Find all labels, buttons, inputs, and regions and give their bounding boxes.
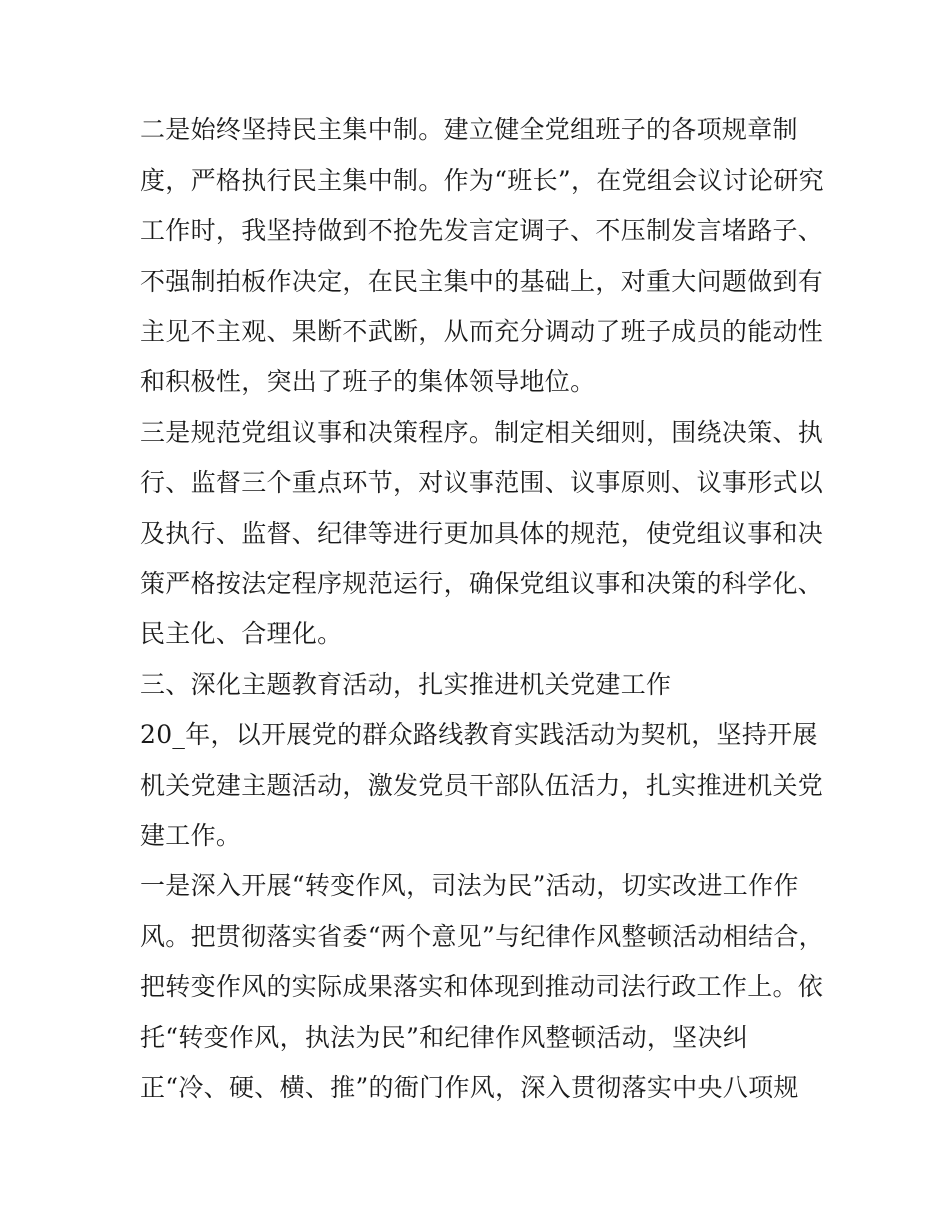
text-line: 托“转变作风，执法为民”和纪律作风整顿活动，坚决纠 <box>140 1023 749 1052</box>
text-line: 建工作。 <box>140 821 242 850</box>
text-line: 民主化、合理化。 <box>140 619 343 648</box>
text-line: 三是规范党组议事和决策程序。制定相关细则，围绕决策、执 <box>140 418 824 447</box>
text-line: 把转变作风的实际成果落实和体现到推动司法行政工作上。依 <box>140 972 824 1001</box>
text-line: 风。把贯彻落实省委“两个意见”与纪律作风整顿活动相结合， <box>140 922 824 951</box>
text-line: 正“冷、硬、横、推”的衙门作风，深入贯彻落实中央八项规 <box>140 1073 799 1102</box>
text-line: 策严格按法定程序规范运行，确保党组议事和决策的科学化、 <box>140 569 824 598</box>
text-line: 不强制拍板作决定，在民主集中的基础上，对重大问题做到有 <box>140 267 824 296</box>
text-line: 20_年，以开展党的群众路线教育实践活动为契机，坚持开展 <box>140 720 818 749</box>
text-line: 度，严格执行民主集中制。作为“班长”，在党组会议讨论研究 <box>140 166 824 195</box>
text-line: 机关党建主题活动，激发党员干部队伍活力，扎实推进机关党 <box>140 771 824 800</box>
text-line: 主见不主观、果断不武断，从而充分调动了班子成员的能动性 <box>140 317 824 346</box>
text-line: 一是深入开展“转变作风，司法为民”活动，切实改进工作作 <box>140 871 799 900</box>
text-line: 及执行、监督、纪律等进行更加具体的规范，使党组议事和决 <box>140 519 824 548</box>
section-heading: 三、深化主题教育活动，扎实推进机关党建工作 <box>140 670 672 699</box>
text-line: 工作时，我坚持做到不抢先发言定调子、不压制发言堵路子、 <box>140 216 824 245</box>
text-line: 行、监督三个重点环节，对议事范围、议事原则、议事形式以 <box>140 468 824 497</box>
text-line: 二是始终坚持民主集中制。建立健全党组班子的各项规章制 <box>140 115 798 144</box>
text-line: 和积极性，突出了班子的集体领导地位。 <box>140 367 596 396</box>
